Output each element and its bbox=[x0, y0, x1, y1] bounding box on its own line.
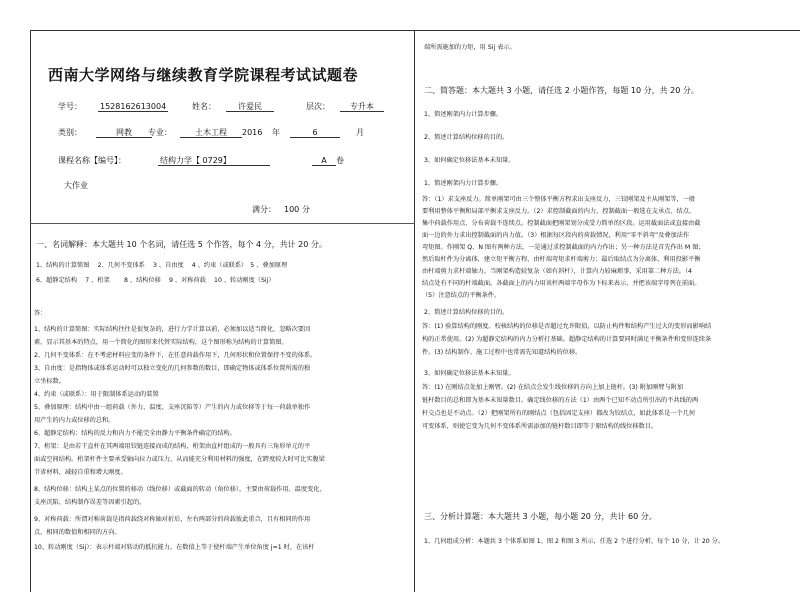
course-label: 课程名称【编号】： bbox=[58, 156, 126, 165]
answer-line: 9、对称荷载：所谓对称荷载是指荷载绕对称轴对折后，左右两部分的荷载彼此重合，且有相同的作用 bbox=[34, 516, 311, 523]
answer-line: 件。(3) 结构制作、施工过程中也常需先知道结构的位移。 bbox=[422, 349, 582, 356]
paper-value: A bbox=[312, 156, 336, 166]
category-label: 类别： bbox=[58, 128, 82, 137]
xuehao-value: 1528162613004 bbox=[100, 102, 167, 111]
answer-line: 杆交点也是不动点。（2）把刚架所有的刚结点（包括固定支座）都改为铰结点，如此体系是一个几何 bbox=[422, 410, 696, 417]
answer-line: 构的正常使用。(2) 为超静定结构的内力分析打基础。超静定结构的计算要同时满足平衡条件和变形连续条 bbox=[422, 336, 712, 343]
section1-title: 一、名词解释：本大题共 10 个名词，请任选 5 个作答，每个 4 分，共计 20 分。 bbox=[36, 240, 327, 249]
answer-heading: 1、简述刚架内力计算步骤。 bbox=[424, 180, 503, 187]
answer-line: 3、自由度：是指物体或体系运动时可以独立变化的几何参数的数目，即确定物体或体系位置所需的独 bbox=[34, 365, 311, 372]
exam-title: 西南大学网络与继续教育学院课程考试试题卷 bbox=[48, 66, 359, 84]
question-line: 2、简述计算结构位移的目的。 bbox=[424, 134, 509, 141]
answer-line: 素，显示其基本的特点，用一个简化的图形来代替实际结构，这个图形称为结构的计算简图。 bbox=[34, 339, 288, 346]
name-label: 姓名： bbox=[192, 102, 216, 111]
answer-line: 答：(1) 验算结构的刚度。校核结构的位移是否超过允许限值，以防止构件和结构产生过大的变形而影响结 bbox=[422, 323, 712, 330]
answer-line: 5、叠加原理：结构中由一组荷载（外力、温度、支座沉陷等）产生的内力或位移等于每一荷载单独作 bbox=[34, 404, 311, 411]
score-value: 100 分 bbox=[284, 205, 310, 214]
answer-line: 结点处有不同的杆端截面。各截面上的内力用该杆两端字母作为下标来表示，并把该端字母列在前面。 bbox=[422, 280, 701, 287]
question-line: 1、简述刚架内力计算步骤。 bbox=[424, 111, 503, 118]
answer-line: 用产生的内力或位移的总和。 bbox=[34, 417, 115, 424]
header-divider bbox=[30, 223, 415, 224]
terms-line-1: 1、结构的计算简图 2、几何不变体系 3 、自由度 4 、约束（或联系） 5 、叠加原理 bbox=[36, 262, 288, 269]
answer-heading: 2、简述计算结构位移的目的。 bbox=[424, 309, 509, 316]
answer-line: 链杆数目的总和即为基本未知量数目。确定线位移的方法（1）由两个已知不动点所引出的不共线的两 bbox=[422, 397, 699, 404]
left-column-frame bbox=[30, 30, 415, 592]
level-label: 层次： bbox=[306, 102, 330, 111]
answer-line: 面或空间结构。桁架杆件主要承受轴向拉力或压力，从而能充分利用材料的强度，在跨度较大时可比实腹梁 bbox=[34, 456, 325, 463]
answer-line: 7、桁架：是由若干直杆在其两端用铰链连接而成的结构，桁架由直杆组成的一般具有三角形单元的平 bbox=[34, 443, 311, 450]
answer-line: 2、几何不变体系：在不考虑材料应变的条件下，在任意荷载作用下，几何形状和位置保持不变的体系。 bbox=[34, 352, 317, 359]
year-value: 2016 bbox=[242, 128, 263, 137]
answer-line: 支座沉陷、结构制作误差等因素引起的。 bbox=[34, 499, 146, 506]
terms-line-2: 6、超静定结构 7 、桁架 8 、结构位移 9 、对称荷载 10 、转动刚度（Sij） bbox=[36, 277, 275, 284]
answer-line: 10、转动刚度（Sij）：表示杆端对转动的抵抗能力。在数值上等于使杆端产生单位角度 j=1 时，在该杆 bbox=[34, 544, 315, 551]
answer-label: 答： bbox=[34, 310, 47, 317]
answer-line: 集中荷载作用点、分布荷载不连续点。控制截面把刚架划分成受力简单的区段。运用截面法或直接由截 bbox=[422, 220, 701, 227]
answer-line: 答：(1) 在刚结点处加上刚臂。(2) 在结点会发生线位移的方向上加上链杆。(3) 附加刚臂与附加 bbox=[422, 384, 684, 391]
answer-line: （5）注意结点的平衡条件。 bbox=[422, 292, 501, 299]
answer-line: 可变体系，则使它变为几何不变体系所需添加的链杆数目即等于原结构的线位移数目。 bbox=[422, 423, 658, 430]
section3-title: 三、分析计算题：本大题共 3 小题，每小题 20 分，共计 60 分。 bbox=[424, 512, 657, 521]
answer-line: 答：（1）求支座反力。简单刚架可由三个整体平衡方程求出支座反力，三铰刚架及主从刚架等，一般 bbox=[422, 196, 696, 203]
score-label: 满分： bbox=[252, 205, 276, 214]
answer-line: 6、超静定结构：结构的反力和内力不能完全由静力平衡条件确定的结构。 bbox=[34, 430, 236, 437]
exam-type: 大作业 bbox=[64, 181, 88, 190]
major-label: 专业： bbox=[148, 128, 172, 137]
answer-line: 8、结构位移：结构上某点的位置的移动（线位移）或截面的转动（角位移），主要由荷载作用、温度变化、 bbox=[34, 486, 326, 493]
xuehao-label: 学号： bbox=[58, 102, 82, 111]
answer-line: 弯矩图。作刚架 Q、N 图有两种方法，一是通过求控制截面的内力作出；另一种方法是首先作出 M 图； bbox=[422, 244, 705, 251]
question-line: 1、几何组成分析：本题共 3 个体系如图 1、图 2 和图 3 所示，任选 2 个进行分析，每个 10 分，计 20 分。 bbox=[424, 538, 725, 545]
answer-line: 面一边的外力求出控制截面的内力值。（3）根据每区段内的荷载情况，利用“零平斜弯”及叠加法作 bbox=[422, 232, 690, 239]
course-value: 结构力学【 0729】 bbox=[158, 156, 270, 166]
answer-line: 立坐标数。 bbox=[34, 378, 65, 385]
paper-suffix: 卷 bbox=[336, 156, 344, 165]
level-value: 专升本 bbox=[340, 102, 384, 112]
name-value: 许爱民 bbox=[226, 102, 274, 112]
year-suffix: 年 bbox=[272, 128, 280, 137]
category-value: 网教 bbox=[96, 128, 152, 138]
answer-line: 1、结构的计算简图：实际结构往往是很复杂的，进行力学计算以前，必须加以适当简化，忽略次要因 bbox=[34, 326, 311, 333]
question-line: 3、如何确定位移法基本未知量。 bbox=[424, 157, 515, 164]
month-suffix: 月 bbox=[356, 128, 364, 137]
answer-line: 节省材料，减轻自重和增大刚度。 bbox=[34, 469, 127, 476]
answer-line: 4、约束（或联系）：用于限制体系运动的装置 bbox=[34, 391, 159, 398]
answer-line: 要利用整体平衡和局部平衡求支座反力。（2）求控制截面的内力，控制截面一般选在支承点、结点、 bbox=[422, 208, 696, 215]
section2-title: 二、简答题：本大题共 3 小题，请任选 2 小题作答，每题 10 分，共 20 分。 bbox=[424, 86, 699, 95]
answer-heading: 3、如何确定位移法基本未知量。 bbox=[424, 370, 515, 377]
major-value: 土木工程 bbox=[180, 128, 242, 138]
continued-text: 端所需施加的力矩，用 Sij 表示。 bbox=[424, 44, 516, 51]
answer-line: 然后取杆件为分离体，建立矩平衡方程，由杆端弯矩求杆端剪力；最后取结点为分离体，利用投影平衡 bbox=[422, 256, 701, 263]
answer-line: 由杆端剪力求杆端轴力。当刚架构造较复杂（如有斜杆），计算内力较麻烦事，采用第二种方法。（4 bbox=[422, 268, 692, 275]
month-value: 6 bbox=[290, 128, 340, 138]
answer-line: 点，相同的数值和相同的方向。 bbox=[34, 529, 121, 536]
